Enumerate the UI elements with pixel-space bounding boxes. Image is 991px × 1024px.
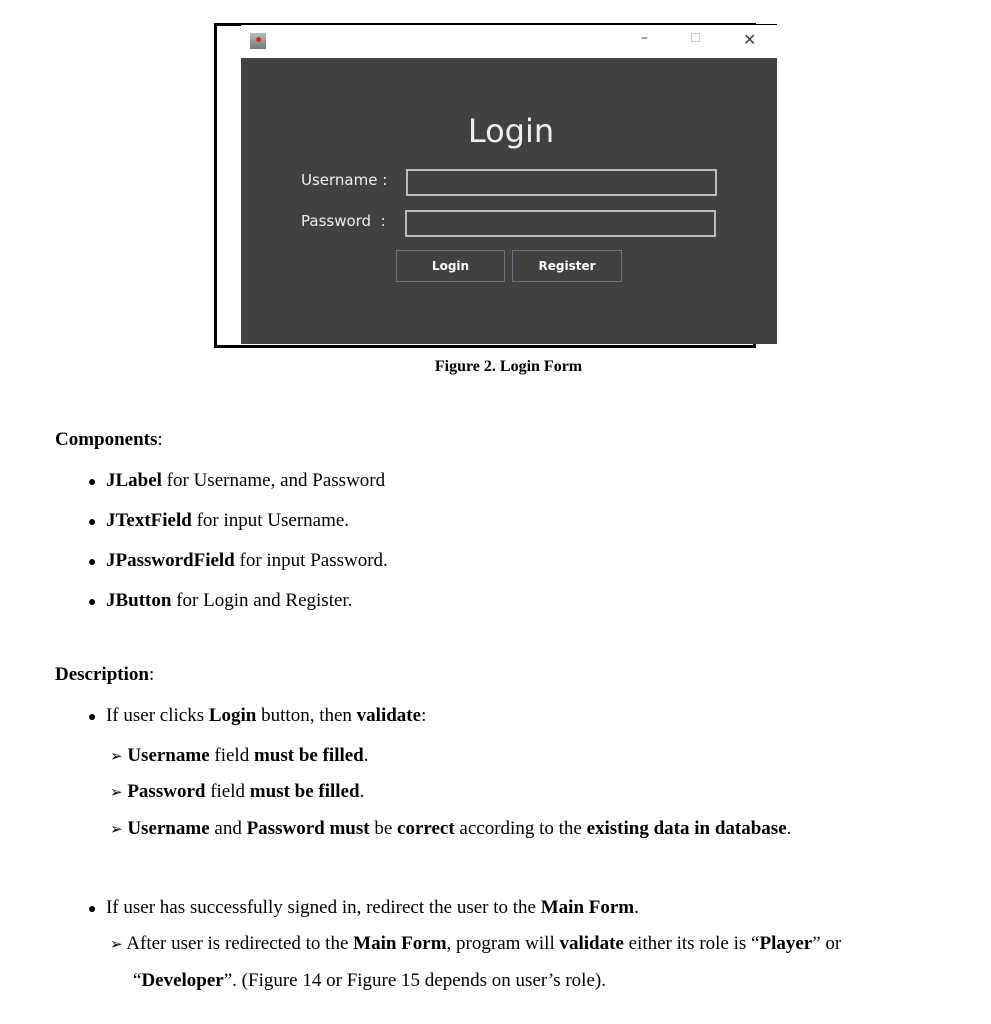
minimize-icon[interactable]: – xyxy=(641,30,648,46)
title-bar xyxy=(241,25,777,59)
list-item: ● JButton for Login and Register. xyxy=(88,590,353,611)
description-heading: Description: xyxy=(55,664,155,685)
login-window xyxy=(241,25,777,344)
password-label: Password : xyxy=(301,212,386,230)
figure-caption: Figure 2. Login Form xyxy=(434,358,583,375)
login-title xyxy=(241,112,777,150)
sub-item: ➢ After user is redirected to the Main Form, program will validate either its role is “Player” or xyxy=(110,933,842,954)
maximize-icon[interactable]: ☐ xyxy=(690,31,701,45)
sub-item: ➢ Username field must be filled. xyxy=(110,745,369,766)
close-icon[interactable]: ✕ xyxy=(743,30,757,49)
username-input[interactable] xyxy=(406,169,717,196)
login-button[interactable]: Login xyxy=(396,250,505,282)
list-item: ● JTextField for input Username. xyxy=(88,510,350,531)
password-input[interactable] xyxy=(405,210,716,237)
sub-item-continuation: “Developer”. (Figure 14 or Figure 15 depends on user’s role). xyxy=(133,970,606,991)
sub-item: ➢ Password field must be filled. xyxy=(110,781,365,802)
list-item: ● JPasswordField for input Password. xyxy=(88,550,388,571)
components-heading: Components: xyxy=(55,429,163,450)
login-panel xyxy=(241,58,777,344)
register-button[interactable]: Register xyxy=(512,250,622,282)
list-item: ● If user has successfully signed in, redirect the user to the Main Form. xyxy=(88,897,639,918)
list-item: ● If user clicks Login button, then validate: xyxy=(88,705,427,726)
list-item: ● JLabel for Username, and Password xyxy=(88,470,386,491)
login-title-text: Login xyxy=(467,112,555,150)
username-label: Username : xyxy=(301,171,388,189)
app-icon xyxy=(250,33,266,49)
sub-item: ➢ Username and Password must be correct according to the existing data in database. xyxy=(110,818,792,839)
